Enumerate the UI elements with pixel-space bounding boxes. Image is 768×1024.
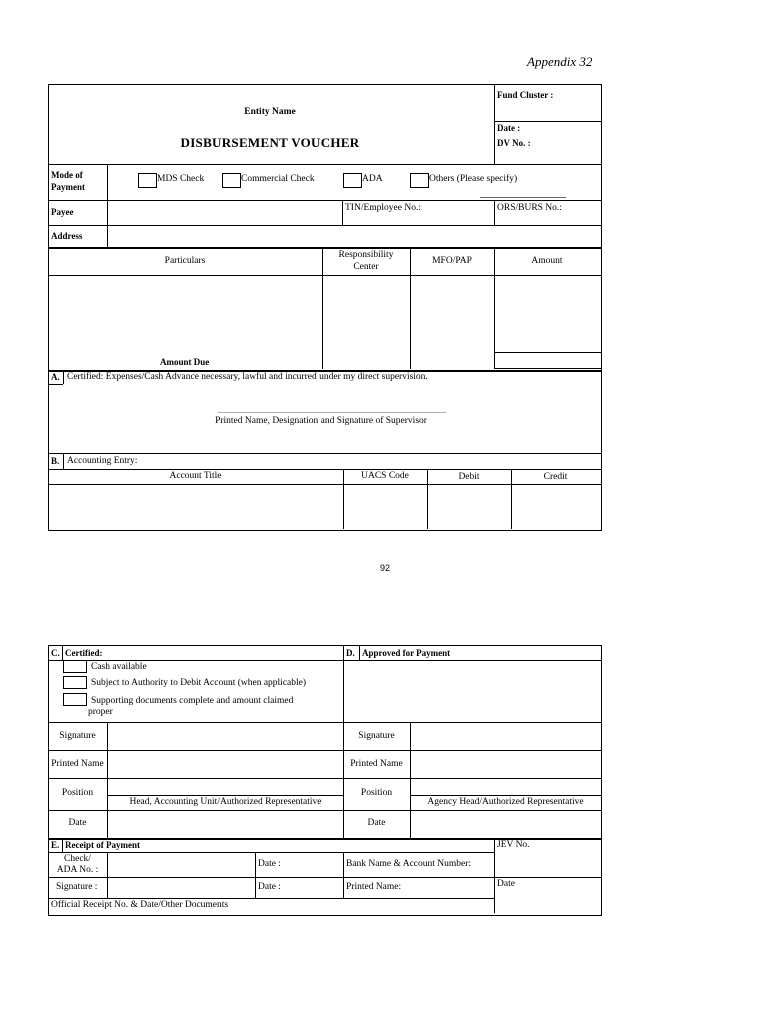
supporting-docs-label: proper [88, 707, 113, 717]
mfo-pap-header: MFO/PAP [432, 256, 472, 266]
mode-label: Payment [51, 182, 85, 192]
dv-no-label: DV No. : [497, 138, 531, 148]
mds-check-label: MDS Check [157, 174, 205, 184]
col-divider [494, 839, 495, 913]
voucher-title: DISBURSEMENT VOUCHER [180, 135, 360, 150]
d-date-field[interactable] [411, 811, 600, 836]
cash-available-checkbox[interactable] [63, 660, 87, 673]
row-divider [48, 898, 494, 899]
c-date-label: Date [68, 818, 87, 828]
letter-divider [63, 453, 64, 469]
amount-due-label: Amount Due [160, 357, 210, 367]
amount-header: Amount [531, 256, 563, 266]
c-signature-field[interactable] [108, 723, 342, 749]
c-signature-label: Signature [59, 731, 96, 741]
c-date-field[interactable] [108, 811, 342, 836]
row-divider [48, 275, 601, 276]
payee-label: Payee [51, 207, 74, 217]
letter-divider [62, 645, 63, 660]
d-printed-name-label: Printed Name [350, 759, 403, 769]
authority-debit-checkbox[interactable] [63, 676, 87, 689]
amount-field[interactable] [495, 277, 600, 351]
mode-label: Mode of [51, 170, 83, 180]
receipt-date-label: Date : [258, 859, 281, 869]
account-title-header: Account Title [169, 471, 222, 481]
uacs-code-header: UACS Code [361, 471, 409, 481]
c-position-caption: Head, Accounting Unit/Authorized Representative [129, 797, 322, 807]
amount-divider [494, 368, 601, 369]
address-label: Address [51, 231, 83, 241]
receipt-signature-label: Signature : [56, 882, 98, 892]
header-divider [494, 84, 495, 164]
address-field[interactable] [108, 226, 598, 246]
d-printed-name-field[interactable] [411, 751, 600, 777]
letter-divider [359, 645, 360, 660]
receipt-date2-label: Date : [258, 882, 281, 892]
row-divider [48, 164, 601, 165]
header-divider [494, 121, 601, 122]
section-b-letter: B. [51, 456, 60, 466]
receipt-printed-name-label: Printed Name: [346, 882, 402, 892]
commercial-check-checkbox[interactable] [222, 173, 241, 188]
supervisor-signature-line[interactable]: ________________________________________________ [218, 405, 446, 415]
entity-name: Entity Name [244, 107, 296, 117]
row-divider [48, 469, 601, 470]
ada-checkbox[interactable] [343, 173, 362, 188]
letter-divider [48, 384, 63, 385]
tin-label: TIN/Employee No.: [345, 203, 421, 213]
letter-divider [63, 370, 64, 384]
particulars-header: Particulars [164, 256, 206, 266]
section-e-title: Receipt of Payment [65, 840, 140, 850]
jev-no-label: JEV No. [497, 840, 530, 850]
others-specify-line[interactable] [480, 197, 566, 198]
supporting-docs-checkbox[interactable] [63, 693, 87, 706]
official-receipt-label: Official Receipt No. & Date/Other Documents [51, 900, 229, 910]
col-divider [342, 200, 343, 225]
row-divider [410, 795, 601, 796]
c-printed-name-label: Printed Name [51, 759, 104, 769]
payee-field[interactable] [108, 201, 341, 224]
supporting-docs-label: Supporting documents complete and amount claimed [91, 696, 294, 706]
section-d-title: Approved for Payment [362, 648, 451, 658]
others-label: Others (Please specify) [429, 174, 518, 184]
jev-date-label: Date [497, 879, 515, 889]
authority-debit-label: Subject to Authority to Debit Account (when applicable) [91, 678, 307, 688]
row-divider [107, 795, 343, 796]
amount-divider [494, 352, 601, 353]
debit-header: Debit [458, 472, 480, 482]
fund-cluster-label: Fund Cluster : [497, 90, 554, 100]
ada-label: ADA [362, 174, 383, 184]
section-a-text: Certified: Expenses/Cash Advance necessary, lawful and incurred under my direct supervision. [67, 372, 428, 382]
check-ada-label: ADA No. : [56, 865, 99, 875]
commercial-check-label: Commercial Check [241, 174, 315, 184]
section-d-letter: D. [346, 648, 355, 658]
section-b-text: Accounting Entry: [67, 456, 138, 466]
row-divider [48, 247, 601, 249]
row-divider [48, 660, 601, 661]
mds-check-checkbox[interactable] [138, 173, 157, 188]
col-divider [343, 852, 344, 898]
col-divider [494, 200, 495, 225]
d-signature-label: Signature [358, 731, 395, 741]
others-checkbox[interactable] [410, 173, 429, 188]
section-c-title: Certified: [65, 648, 103, 658]
letter-divider [62, 839, 63, 852]
ors-burs-label: ORS/BURS No.: [497, 203, 562, 213]
particulars-field[interactable] [49, 277, 321, 353]
c-position-label: Position [61, 788, 94, 798]
appendix-label: Appendix 32 [527, 54, 593, 69]
d-signature-field[interactable] [411, 723, 600, 749]
d-position-label: Position [360, 788, 393, 798]
date-label: Date : [497, 123, 521, 133]
check-ada-field[interactable] [108, 853, 254, 876]
col-divider [255, 852, 256, 898]
receipt-signature-field[interactable] [108, 878, 254, 897]
c-printed-name-field[interactable] [108, 751, 342, 777]
d-date-label: Date [367, 818, 386, 828]
d-position-caption: Agency Head/Authorized Representative [427, 797, 584, 807]
section-e-letter: E. [51, 840, 60, 850]
cash-available-label: Cash available [91, 662, 147, 672]
page-number: 92 [379, 563, 390, 573]
credit-header: Credit [543, 472, 568, 482]
supervisor-signature-caption: Printed Name, Designation and Signature of Supervisor [215, 416, 427, 426]
responsibility-center-header: Center [353, 262, 379, 272]
section-a-letter: A. [51, 372, 60, 382]
row-divider [48, 453, 601, 454]
row-divider [48, 778, 601, 779]
check-ada-label: Check/ [64, 854, 91, 864]
responsibility-center-header: Responsibility [338, 250, 394, 260]
row-divider [48, 484, 601, 485]
section-c-letter: C. [51, 648, 60, 658]
bank-account-label: Bank Name & Account Number: [346, 859, 472, 869]
